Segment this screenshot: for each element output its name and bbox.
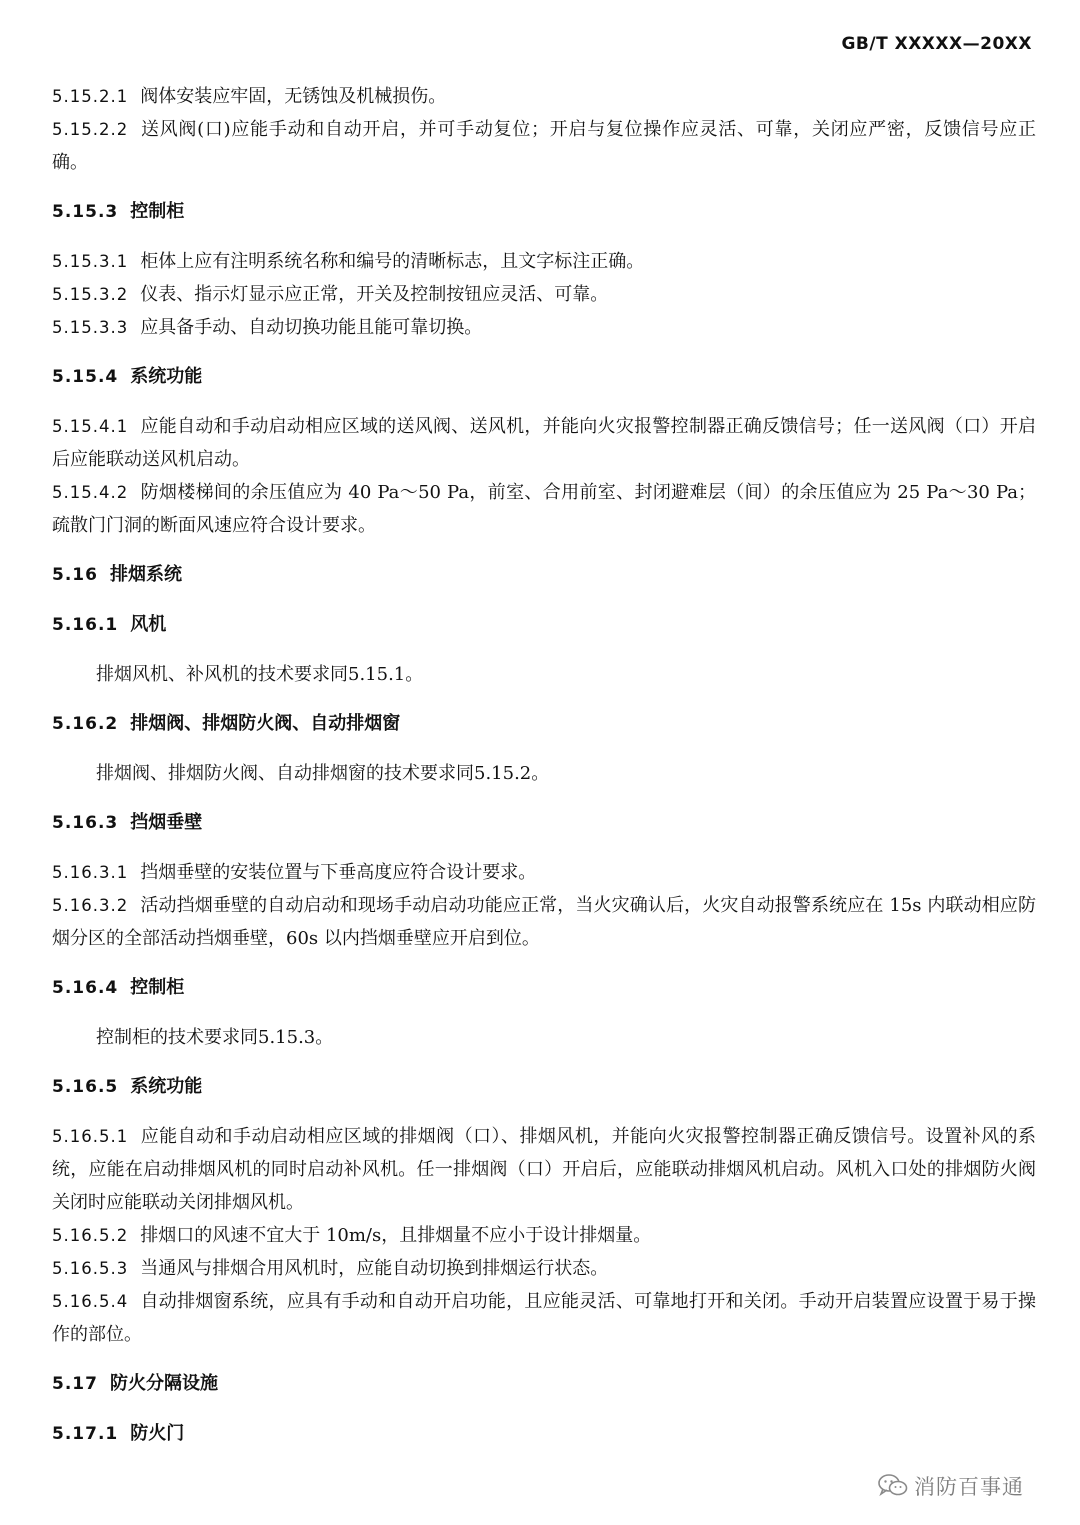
clause-text: 排烟口的风速不宜大于 10m/s，且排烟量不应小于设计排烟量。 xyxy=(140,1225,652,1246)
section-heading xyxy=(52,707,1036,741)
clause xyxy=(52,410,1036,476)
section-heading xyxy=(52,195,1036,229)
paragraph xyxy=(52,658,1036,691)
clause-text: 控制柜的技术要求同5.15.3。 xyxy=(96,1027,334,1048)
section-number: 5.15.3 xyxy=(52,202,119,222)
section-number: 5.17 xyxy=(52,1374,98,1394)
clause xyxy=(52,311,1036,344)
section-number: 5.16.4 xyxy=(52,978,119,998)
clause-number: 5.15.2.1 xyxy=(52,87,129,106)
section-heading xyxy=(52,806,1036,840)
section-heading xyxy=(52,971,1036,1005)
clause-text: 柜体上应有注明系统名称和编号的清晰标志，且文字标注正确。 xyxy=(140,251,645,272)
clause-number: 5.15.2.2 xyxy=(52,120,129,139)
clause-text: 挡烟垂壁的安装位置与下垂高度应符合设计要求。 xyxy=(140,862,537,883)
clause xyxy=(52,245,1036,278)
clause-number: 5.16.3.2 xyxy=(52,896,129,915)
clause-text: 送风阀(口)应能手动和自动开启，并可手动复位；开启与复位操作应灵活、可靠，关闭应严密，反馈信号应正确。 xyxy=(52,119,1036,173)
clause xyxy=(52,1120,1036,1219)
clause-text: 应具备手动、自动切换功能且能可靠切换。 xyxy=(140,317,483,338)
clause-text: 活动挡烟垂壁的自动启动和现场手动启动功能应正常，当火灾确认后，火灾自动报警系统应在 15s 内联动相应防烟分区的全部活动挡烟垂壁，60s 以内挡烟垂壁应开启到位。 xyxy=(52,895,1036,949)
section-heading xyxy=(52,360,1036,394)
clause-text: 当通风与排烟合用风机时，应能自动切换到排烟运行状态。 xyxy=(140,1258,609,1279)
clause-text: 应能自动和手动启动相应区域的排烟阀（口）、排烟风机，并能向火灾报警控制器正确反馈信号。设置补风的系统，应能在启动排烟风机的同时启动补风机。任一排烟阀（口）开启后，应能联动排烟风机启动。风机入口处的排烟防火阀关闭时应能联动关闭排烟风机。 xyxy=(52,1126,1036,1213)
wechat-icon xyxy=(878,1473,908,1499)
section-number: 5.16.2 xyxy=(52,714,119,734)
clause-text: 应能自动和手动启动相应区域的送风阀、送风机，并能向火灾报警控制器正确反馈信号；任一送风阀（口）开启后应能联动送风机启动。 xyxy=(52,416,1036,470)
section-title: 排烟系统 xyxy=(109,564,182,585)
section-title: 系统功能 xyxy=(130,366,203,387)
clause-number: 5.16.3.1 xyxy=(52,863,129,882)
section-number: 5.16.5 xyxy=(52,1077,119,1097)
clause xyxy=(52,278,1036,311)
clause xyxy=(52,856,1036,889)
clause-number: 5.15.3.3 xyxy=(52,318,129,337)
clause-number: 5.15.4.1 xyxy=(52,417,129,436)
clause-number: 5.16.5.1 xyxy=(52,1127,129,1146)
clause-text: 排烟阀、排烟防火阀、自动排烟窗的技术要求同5.15.2。 xyxy=(96,763,550,784)
clause xyxy=(52,476,1036,542)
clause-text: 自动排烟窗系统，应具有手动和自动开启功能，且应能灵活、可靠地打开和关闭。手动开启装置应设置于易于操作的部位。 xyxy=(52,1291,1036,1345)
paragraph xyxy=(52,1021,1036,1054)
clause xyxy=(52,1285,1036,1351)
clause-number: 5.15.3.2 xyxy=(52,285,129,304)
clause-number: 5.16.5.2 xyxy=(52,1226,129,1245)
clause-number: 5.16.5.3 xyxy=(52,1259,129,1278)
watermark xyxy=(878,1466,1024,1506)
clause xyxy=(52,889,1036,955)
clause xyxy=(52,1219,1036,1252)
section-title: 防火门 xyxy=(130,1423,185,1444)
clause xyxy=(52,113,1036,179)
section-title: 挡烟垂壁 xyxy=(130,812,203,833)
section-number: 5.17.1 xyxy=(52,1424,119,1444)
section-heading xyxy=(52,558,1036,592)
section-title: 风机 xyxy=(130,614,167,635)
section-title: 控制柜 xyxy=(130,977,185,998)
section-heading xyxy=(52,1070,1036,1104)
document-code: GB/T XXXXX—20XX xyxy=(841,34,1032,54)
section-number: 5.16.1 xyxy=(52,615,119,635)
section-number: 5.16 xyxy=(52,565,98,585)
section-heading xyxy=(52,1367,1036,1401)
section-title: 排烟阀、排烟防火阀、自动排烟窗 xyxy=(130,713,401,734)
clause xyxy=(52,1252,1036,1285)
section-number: 5.16.3 xyxy=(52,813,119,833)
clause-text: 阀体安装应牢固，无锈蚀及机械损伤。 xyxy=(140,86,447,107)
paragraph xyxy=(52,757,1036,790)
clause-text: 仪表、指示灯显示应正常，开关及控制按钮应灵活、可靠。 xyxy=(140,284,609,305)
clause-number: 5.15.3.1 xyxy=(52,252,129,271)
section-heading xyxy=(52,608,1036,642)
section-heading xyxy=(52,1417,1036,1451)
clause-text: 排烟风机、补风机的技术要求同5.15.1。 xyxy=(96,664,424,685)
section-title: 系统功能 xyxy=(130,1076,203,1097)
section-title: 控制柜 xyxy=(130,201,185,222)
clause-text: 防烟楼梯间的余压值应为 40 Pa～50 Pa，前室、合用前室、封闭避难层（间）的余压值应为 25 Pa～30 Pa；疏散门门洞的断面风速应符合设计要求。 xyxy=(52,482,1036,536)
document-body xyxy=(52,80,1036,1451)
clause-number: 5.16.5.4 xyxy=(52,1292,129,1311)
clause-number: 5.15.4.2 xyxy=(52,483,129,502)
clause xyxy=(52,80,1036,113)
section-title: 防火分隔设施 xyxy=(109,1373,218,1394)
section-number: 5.15.4 xyxy=(52,367,119,387)
watermark-text: 消防百事通 xyxy=(914,1475,1024,1499)
